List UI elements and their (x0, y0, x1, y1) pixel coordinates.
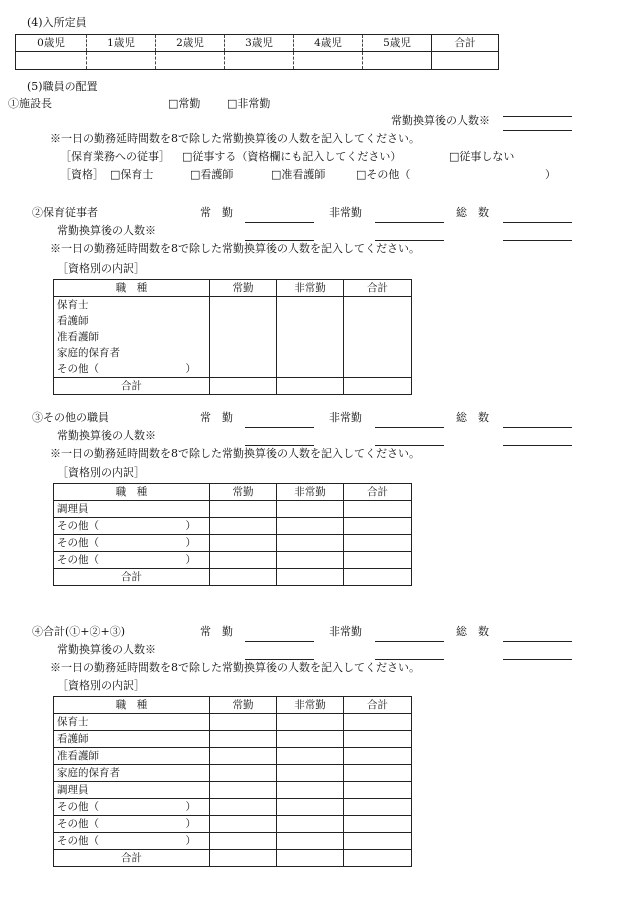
cell-parttime[interactable] (277, 501, 344, 518)
director-note: ※一日の勤務延時間数を8で除した常勤換算後の人数を記入してください。 (50, 132, 420, 145)
other-fulltime-label: 常 勤 (200, 411, 233, 424)
director-fte-field[interactable] (503, 130, 572, 131)
table-row (54, 297, 412, 314)
other-total-field[interactable] (503, 427, 572, 428)
sum-fulltime-field[interactable] (245, 641, 314, 642)
director-engage-no-checkbox[interactable]: □従事しない (449, 150, 515, 163)
cell-parttime[interactable] (277, 552, 344, 569)
director-qual-label: ［資格］ (60, 168, 104, 181)
sum-fulltime-label: 常 勤 (200, 625, 233, 638)
input-total[interactable] (432, 52, 499, 70)
other-note: ※一日の勤務延時間数を8で除した常勤換算後の人数を記入してください。 (50, 447, 420, 460)
other-fte-parttime-field[interactable] (375, 445, 444, 446)
cell-parttime[interactable] (277, 765, 344, 782)
childcare-fte-fulltime-field[interactable] (245, 240, 314, 241)
cell-fulltime[interactable] (210, 552, 277, 569)
row-label-other (54, 518, 210, 535)
input-age1[interactable] (87, 52, 156, 70)
childcare-fulltime-field[interactable] (245, 222, 314, 223)
childcare-breakdown-table (53, 279, 412, 395)
cell-fulltime[interactable] (210, 782, 277, 799)
header-age5: 5歳児 (363, 35, 432, 52)
header-age4: 4歳児 (294, 35, 363, 52)
row-label: 看護師 (54, 313, 210, 329)
other-fulltime-field[interactable] (245, 427, 314, 428)
header-job: 職 種 (54, 484, 210, 501)
cell-parttime[interactable] (277, 714, 344, 731)
row-label-other (54, 833, 210, 850)
cell-total[interactable] (344, 833, 412, 850)
other-close: ） (185, 800, 196, 813)
cell-parttime[interactable] (277, 850, 344, 867)
row-label: 保育士 (54, 714, 210, 731)
row-label: 家庭的保育者 (54, 765, 210, 782)
header-fulltime: 常勤 (210, 280, 277, 297)
other-prefix: その他（ (57, 362, 99, 375)
header-parttime: 非常勤 (277, 280, 344, 297)
cell-total[interactable] (344, 297, 412, 378)
childcare-parttime-label: 非常勤 (329, 206, 362, 219)
input-age3[interactable] (225, 52, 294, 70)
header-total: 合計 (344, 280, 412, 297)
cell-parttime[interactable] (277, 731, 344, 748)
childcare-label: ②保育従事者 (32, 206, 98, 219)
table-total-row (54, 569, 412, 586)
cell-parttime[interactable] (277, 535, 344, 552)
other-close: ） (185, 553, 196, 566)
row-label: 准看護師 (54, 329, 210, 345)
sum-parttime-field[interactable] (375, 641, 444, 642)
cell-fulltime[interactable] (210, 833, 277, 850)
director-fulltime-checkbox[interactable]: □常勤 (168, 97, 201, 110)
total-label: 合計 (54, 378, 210, 395)
other-fte-total-field[interactable] (503, 445, 572, 446)
table-row (54, 535, 412, 552)
table-header-row (54, 697, 412, 714)
childcare-fte-total-field[interactable] (503, 240, 572, 241)
table-row (54, 799, 412, 816)
sum-fte-label: 常勤換算後の人数※ (57, 643, 156, 656)
table-header-row (54, 484, 412, 501)
row-label: 家庭的保育者 (54, 345, 210, 361)
row-label: 調理員 (54, 782, 210, 799)
other-prefix: その他（ (57, 817, 99, 830)
admission-header-row (16, 35, 499, 52)
header-job: 職 種 (54, 280, 210, 297)
total-label: 合計 (54, 850, 210, 867)
row-label-other (54, 535, 210, 552)
sum-parttime-label: 非常勤 (329, 625, 362, 638)
other-prefix: その他（ (57, 536, 99, 549)
sum-breakdown-table (53, 696, 412, 867)
other-close: ） (185, 817, 196, 830)
qual-nurse-checkbox[interactable]: □看護師 (190, 168, 234, 181)
header-total: 合計 (344, 697, 412, 714)
admission-input-row[interactable] (16, 52, 499, 70)
qual-other-checkbox[interactable]: □その他（ (356, 168, 411, 181)
director-parttime-checkbox[interactable]: □非常勤 (227, 97, 271, 110)
cell-fulltime[interactable] (210, 850, 277, 867)
cell-parttime[interactable] (277, 297, 344, 378)
header-total: 合計 (344, 484, 412, 501)
table-row (54, 833, 412, 850)
childcare-fte-label: 常勤換算後の人数※ (57, 224, 156, 237)
cell-fulltime[interactable] (210, 816, 277, 833)
cell-parttime[interactable] (277, 518, 344, 535)
header-age2: 2歳児 (156, 35, 225, 52)
other-prefix: その他（ (57, 834, 99, 847)
row-label: 保育士 (54, 297, 210, 314)
cell-total[interactable] (344, 535, 412, 552)
header-age0: 0歳児 (16, 35, 87, 52)
sum-total-field[interactable] (503, 641, 572, 642)
table-row (54, 765, 412, 782)
total-label: 合計 (54, 569, 210, 586)
cell-parttime[interactable] (277, 378, 344, 395)
other-staff-label: ③その他の職員 (32, 411, 109, 424)
childcare-fte-parttime-field[interactable] (375, 240, 444, 241)
header-age3: 3歳児 (225, 35, 294, 52)
cell-total[interactable] (344, 501, 412, 518)
other-close: ） (185, 834, 196, 847)
director-engage-yes-checkbox[interactable]: □従事する（資格欄にも記入してください） (182, 150, 402, 163)
other-total-label: 総 数 (456, 411, 489, 424)
header-job: 職 種 (54, 697, 210, 714)
cell-parttime[interactable] (277, 833, 344, 850)
cell-total[interactable] (344, 378, 412, 395)
director-label: ①施設長 (8, 97, 52, 110)
cell-total[interactable] (344, 714, 412, 731)
row-label: 調理員 (54, 501, 210, 518)
cell-total[interactable] (344, 850, 412, 867)
cell-fulltime[interactable] (210, 297, 277, 378)
sum-note: ※一日の勤務延時間数を8で除した常勤換算後の人数を記入してください。 (50, 661, 420, 674)
cell-parttime[interactable] (277, 799, 344, 816)
other-fte-label: 常勤換算後の人数※ (57, 429, 156, 442)
cell-total[interactable] (344, 799, 412, 816)
table-row (54, 552, 412, 569)
sum-breakdown-label: ［資格別の内訳］ (57, 679, 145, 692)
input-age0[interactable] (16, 52, 87, 70)
header-total: 合計 (432, 35, 499, 52)
childcare-fulltime-label: 常 勤 (200, 206, 233, 219)
cell-fulltime[interactable] (210, 501, 277, 518)
cell-parttime[interactable] (277, 569, 344, 586)
qual-assoc-nurse-checkbox[interactable]: □准看護師 (271, 168, 326, 181)
cell-total[interactable] (344, 816, 412, 833)
header-age1: 1歳児 (87, 35, 156, 52)
sum-fte-parttime-field[interactable] (375, 659, 444, 660)
input-age4[interactable] (294, 52, 363, 70)
admission-table (15, 34, 499, 70)
input-age2[interactable] (156, 52, 225, 70)
other-prefix: その他（ (57, 553, 99, 566)
input-age5[interactable] (363, 52, 432, 70)
staff-title: (5)職員の配置 (27, 80, 98, 93)
other-close: ） (185, 536, 196, 549)
director-fte-label: 常勤換算後の人数※ (391, 114, 490, 127)
cell-fulltime[interactable] (210, 731, 277, 748)
childcare-parttime-field[interactable] (375, 222, 444, 223)
table-row (54, 816, 412, 833)
other-close: ） (185, 362, 196, 375)
childcare-breakdown-label: ［資格別の内訳］ (57, 262, 145, 275)
qual-nursery-checkbox[interactable]: □保育士 (110, 168, 154, 181)
row-label: 看護師 (54, 731, 210, 748)
table-row (54, 714, 412, 731)
director-fte-line-top (503, 116, 572, 117)
header-fulltime: 常勤 (210, 484, 277, 501)
sum-fte-total-field[interactable] (503, 659, 572, 660)
other-parttime-field[interactable] (375, 427, 444, 428)
other-close: ） (185, 519, 196, 532)
cell-fulltime[interactable] (210, 535, 277, 552)
sum-label: ④合計(①+②+③) (32, 625, 126, 638)
table-header-row (54, 280, 412, 297)
row-label: 准看護師 (54, 748, 210, 765)
row-label-other (54, 552, 210, 569)
table-total-row (54, 378, 412, 395)
cell-fulltime[interactable] (210, 518, 277, 535)
other-parttime-label: 非常勤 (329, 411, 362, 424)
other-breakdown-label: ［資格別の内訳］ (57, 466, 145, 479)
other-breakdown-table (53, 483, 412, 586)
cell-fulltime[interactable] (210, 714, 277, 731)
table-row (54, 731, 412, 748)
header-parttime: 非常勤 (277, 484, 344, 501)
cell-total[interactable] (344, 569, 412, 586)
cell-fulltime[interactable] (210, 378, 277, 395)
admission-title: (4)入所定員 (27, 16, 87, 29)
row-label-other (54, 816, 210, 833)
cell-parttime[interactable] (277, 816, 344, 833)
cell-fulltime[interactable] (210, 748, 277, 765)
header-fulltime: 常勤 (210, 697, 277, 714)
sum-total-label: 総 数 (456, 625, 489, 638)
table-row (54, 782, 412, 799)
cell-total[interactable] (344, 731, 412, 748)
cell-total[interactable] (344, 748, 412, 765)
table-row (54, 518, 412, 535)
other-fte-fulltime-field[interactable] (245, 445, 314, 446)
table-row (54, 748, 412, 765)
cell-total[interactable] (344, 765, 412, 782)
cell-fulltime[interactable] (210, 569, 277, 586)
row-label-other (54, 361, 210, 378)
header-parttime: 非常勤 (277, 697, 344, 714)
director-engage-label: ［保育業務への従事］ (60, 150, 170, 163)
childcare-total-label: 総 数 (456, 206, 489, 219)
cell-total[interactable] (344, 782, 412, 799)
cell-fulltime[interactable] (210, 765, 277, 782)
cell-total[interactable] (344, 552, 412, 569)
childcare-note: ※一日の勤務延時間数を8で除した常勤換算後の人数を記入してください。 (50, 242, 420, 255)
cell-parttime[interactable] (277, 782, 344, 799)
sum-fte-fulltime-field[interactable] (245, 659, 314, 660)
table-row (54, 501, 412, 518)
other-prefix: その他（ (57, 519, 99, 532)
childcare-total-field[interactable] (503, 222, 572, 223)
other-prefix: その他（ (57, 800, 99, 813)
table-total-row (54, 850, 412, 867)
cell-parttime[interactable] (277, 748, 344, 765)
cell-total[interactable] (344, 518, 412, 535)
qual-other-close: ） (545, 168, 556, 181)
cell-fulltime[interactable] (210, 799, 277, 816)
row-label-other (54, 799, 210, 816)
